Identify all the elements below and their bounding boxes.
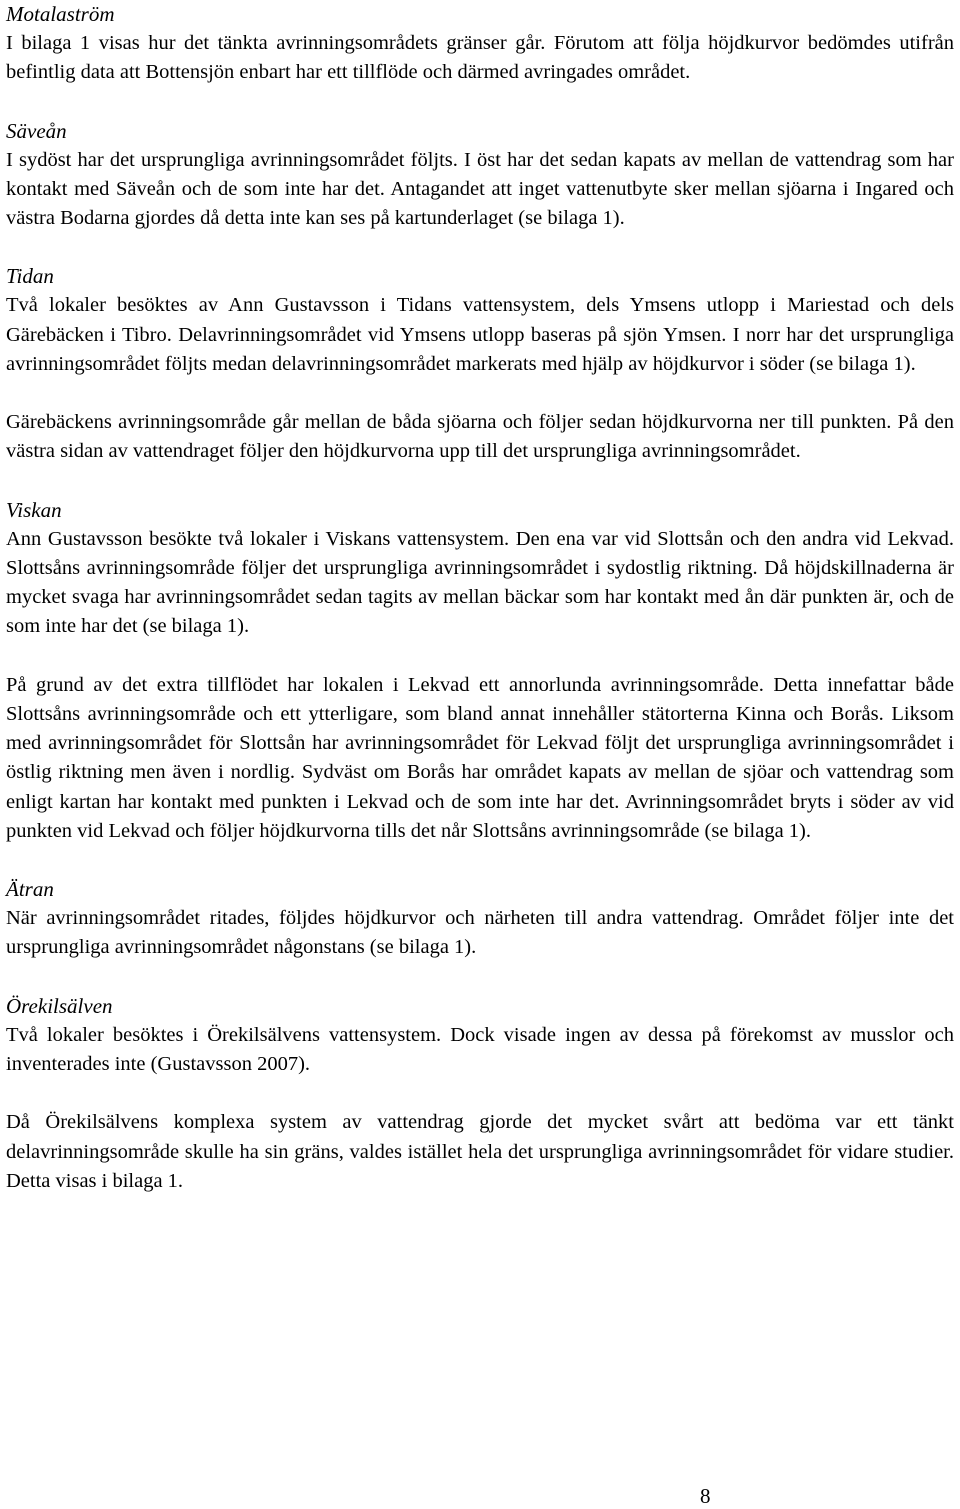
paragraph: Två lokaler besöktes i Örekilsälvens vattensystem. Dock visade ingen av dessa på förekomst av musslor och inventerades inte (Gustavsson 2007). xyxy=(6,1023,954,1075)
section-heading-savean: Säveån xyxy=(6,118,67,143)
section-heading-atran: Ätran xyxy=(6,877,54,902)
section-heading-orekilsalven: Örekilsälven xyxy=(6,993,113,1018)
spacer xyxy=(6,963,954,992)
paragraph: Två lokaler besöktes av Ann Gustavsson i Tidans vattensystem, dels Ymsens utlopp i Mariestad och dels Gärebäcken i Tibro. Delavrinningsområdet vid Ymsens utlopp baseras på sjön Ymsen. I norr har det ursprungliga avrinningsområdet följts medan delavrinningsområdet markerats med hjälp av höjdkurvor i söder (se bilaga 1). xyxy=(6,294,954,375)
spacer xyxy=(6,379,954,408)
paragraph: När avrinningsområdet ritades, följdes höjdkurvor och närheten till andra vattendrag. Området följer inte det ursprungliga avrinningsområdet någonstans (se bilaga 1). xyxy=(6,907,954,959)
paragraph: I bilaga 1 visas hur det tänkta avrinningsområdets gränser går. Förutom att följa höjdkurvor bedömdes utifrån befintlig data att Bottensjön enbart har ett tillflöde och därmed avringades området. xyxy=(6,32,954,84)
section-heading-tidan: Tidan xyxy=(6,264,54,289)
paragraph: Ann Gustavsson besökte två lokaler i Viskans vattensystem. Den ena var vid Slottsån och den andra vid Lekvad. Slottsåns avrinningsområde följer det ursprungliga avrinningsområdet i sydostlig riktning. Då höjdskillnaderna är mycket svaga har avrinningsområdet sedan tagits av mellan bäckar som har kontakt med ån där punkten är, och de som inte har det (se bilaga 1). xyxy=(6,527,954,638)
spacer xyxy=(6,467,954,496)
spacer xyxy=(6,87,954,116)
paragraph: Då Örekilsälvens komplexa system av vattendrag gjorde det mycket svårt att bedöma var ett tänkt delavrinningsområde skulle ha sin gräns, valdes istället hela det ursprungliga avrinningsområdet för vidare studier. Detta visas i bilaga 1. xyxy=(6,1111,954,1192)
document-page xyxy=(6,0,954,1196)
paragraph: I sydöst har det ursprungliga avrinningsområdet följts. I öst har det sedan kapats av mellan de vattendrag som har kontakt med Säveån och de som inte har det. Antagandet att inget vattenutbyte sker mellan sjöarna i Ingared och västra Bodarna gjordes då detta inte kan ses på kartunderlaget (se bilaga 1). xyxy=(6,148,954,229)
spacer xyxy=(6,846,954,875)
spacer xyxy=(6,1079,954,1108)
section-heading-viskan: Viskan xyxy=(6,497,62,522)
spacer xyxy=(6,642,954,671)
spacer xyxy=(6,233,954,262)
section-heading-motalastrom: Motalaström xyxy=(6,2,115,26)
paragraph: Gärebäckens avrinningsområde går mellan de båda sjöarna och följer sedan höjdkurvorna ner till punkten. På den västra sidan av vattendraget följer den höjdkurvorna upp till det ursprungliga avrinningsområdet. xyxy=(6,411,954,463)
paragraph: På grund av det extra tillflödet har lokalen i Lekvad ett annorlunda avrinningsområde. Detta innefattar både Slottsåns avrinningsområde och ett ytterligare, som bland annat innehåller stätorterna Kinna och Borås. Liksom med avrinningsområdet för Slottsån har avrinningsområdet för Lekvad följt det ursprungliga avrinningsområdet i östlig riktning men även i nordlig. Sydväst om Borås har området kapats av mellan de sjöar och vattendrag som enligt kartan har kontakt med punkten i Lekvad och de som inte har det. Avrinningsområdet bryts i söder av vid punkten vid Lekvad och följer höjdkurvorna tills det når Slottsåns avrinningsområde (se bilaga 1). xyxy=(6,673,954,842)
page-number: 8 xyxy=(700,1484,711,1508)
